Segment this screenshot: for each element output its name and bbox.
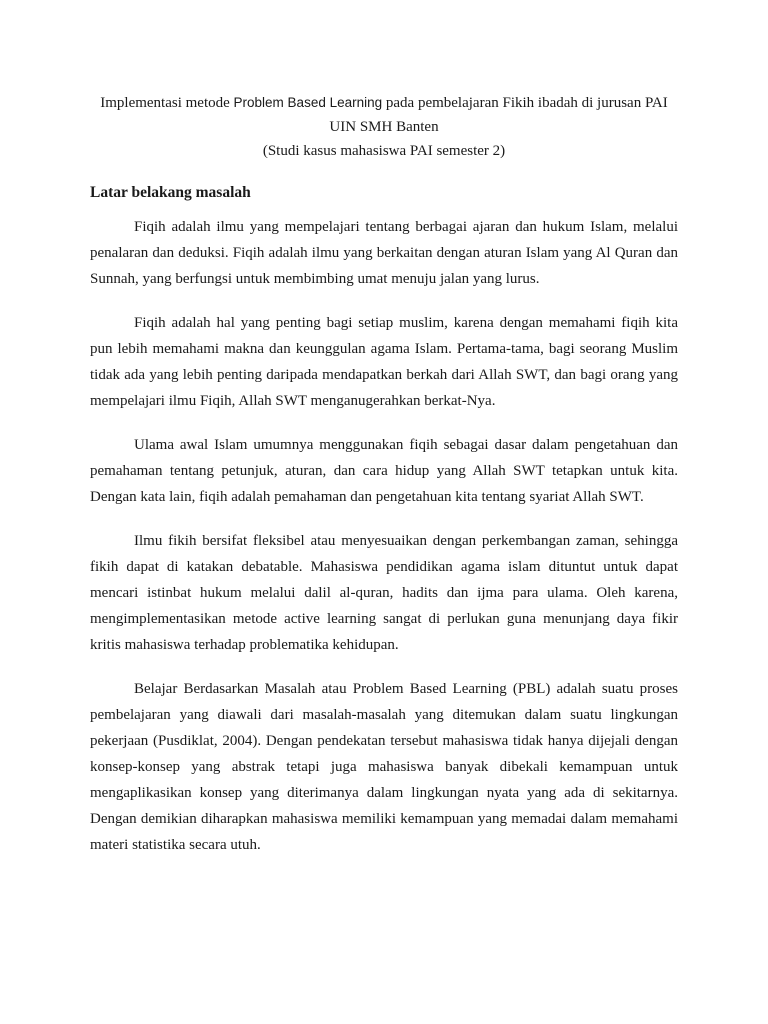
title-prefix: Implementasi metode — [100, 95, 234, 111]
title-line-3: (Studi kasus mahasiswa PAI semester 2) — [262, 143, 506, 159]
document-title — [90, 91, 678, 163]
title-suffix: pada pembelajaran Fikih ibadah di jurusan PAI — [382, 95, 668, 111]
paragraph-4: Ilmu fikih bersifat fleksibel atau menyesuaikan dengan perkembangan zaman, sehingga fikih dapat di katakan debatable. Mahasiswa pendidikan agama islam dituntut untuk dapat mencari istinbat hukum melalui dalil al-quran, hadits dan ijma para ulama. Oleh karena, mengimplementasikan metode active learning sangat di perlukan guna menunjang daya fikir kritis mahasiswa terhadap problematika kehidupan. — [90, 533, 678, 653]
title-line-2: UIN SMH Banten — [329, 119, 439, 135]
title-term-pbl: Problem Based Learning — [233, 95, 383, 110]
section-heading: Latar belakang masalah — [90, 184, 251, 201]
body-text — [90, 214, 678, 876]
paragraph-5: Belajar Berdasarkan Masalah atau Problem Based Learning (PBL) adalah suatu proses pembelajaran yang diawali dari masalah-masalah yang ditemukan dalam suatu lingkungan pekerjaan (Pusdiklat, 2004). Dengan pendekatan tersebut mahasiswa tidak hanya dijejali dengan konsep-konsep yang abstrak tetapi juga mahasiswa banyak dibekali kemampuan untuk mengaplikasikan konsep yang diterimanya dalam lingkungan nyata yang ada di sekitarnya. Dengan demikian diharapkan mahasiswa memiliki kemampuan yang memadai dalam memahami materi statistika secara utuh. — [90, 681, 678, 853]
title-line-1 — [90, 91, 678, 115]
paragraph-1: Fiqih adalah ilmu yang mempelajari tentang berbagai ajaran dan hukum Islam, melalui penalaran dan deduksi. Fiqih adalah ilmu yang berkaitan dengan aturan Islam yang Al Quran dan Sunnah, yang berfungsi untuk membimbing umat menuju jalan yang lurus. — [90, 219, 678, 287]
paragraph-3: Ulama awal Islam umumnya menggunakan fiqih sebagai dasar dalam pengetahuan dan pemahaman tentang petunjuk, aturan, dan cara hidup yang Allah SWT tetapkan untuk kita. Dengan kata lain, fiqih adalah pemahaman dan pengetahuan kita tentang syariat Allah SWT. — [90, 437, 678, 505]
paragraph-2: Fiqih adalah hal yang penting bagi setiap muslim, karena dengan memahami fiqih kita pun lebih memahami makna dan keunggulan agama Islam. Pertama-tama, bagi seorang Muslim tidak ada yang lebih penting daripada mendapatkan berkah dari Allah SWT, dan bagi orang yang mempelajari ilmu Fiqih, Allah SWT menganugerahkan berkat-Nya. — [90, 315, 678, 409]
